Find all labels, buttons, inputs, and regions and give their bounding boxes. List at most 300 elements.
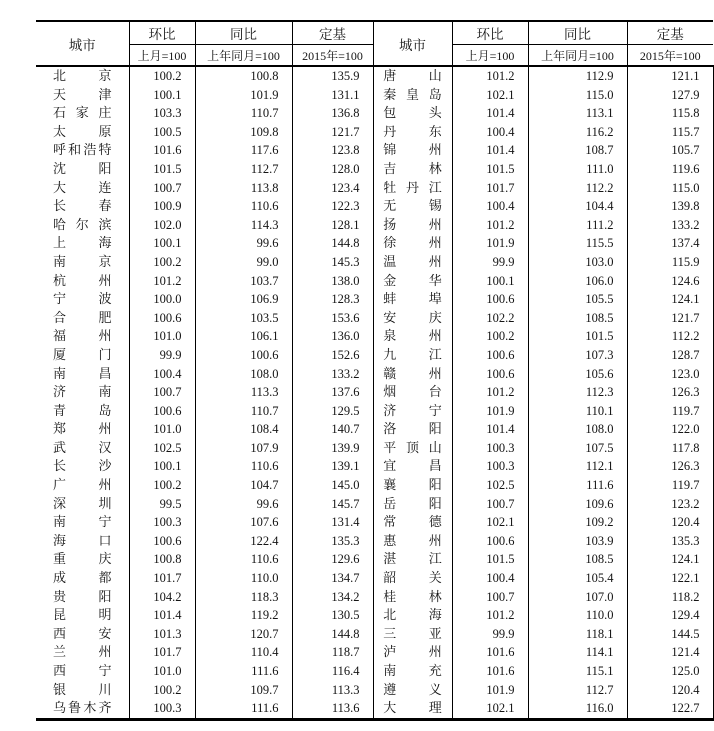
base-value: 121.4 [627,643,713,662]
mom-value: 102.1 [452,513,528,532]
base-value: 119.7 [627,476,713,495]
city-cell [36,532,129,551]
city-cell [36,643,129,662]
mom-value: 100.5 [129,123,195,142]
city-name: 长沙 [53,458,112,474]
mom-value: 100.4 [129,365,195,384]
city-cell [373,569,452,588]
yoy-value: 119.2 [195,606,292,625]
mom-value: 100.6 [129,402,195,421]
table-row [36,309,713,328]
mom-value: 103.3 [129,104,195,123]
city-cell [373,699,452,719]
table-row [36,290,713,309]
city-cell [373,290,452,309]
city-name: 赣州 [383,365,442,381]
mom-value: 101.4 [129,606,195,625]
city-cell [36,346,129,365]
yoy-value: 116.0 [528,699,627,719]
city-cell [36,160,129,179]
city-name: 桂林 [383,588,442,604]
city-cell [36,197,129,216]
header-mom-left: 环比 [129,21,195,45]
table-row [36,402,713,421]
mom-value: 100.8 [129,550,195,569]
table-row [36,123,713,142]
city-name: 大理 [383,700,442,716]
base-value: 122.3 [292,197,373,216]
yoy-value: 112.7 [528,681,627,700]
mom-value: 101.6 [452,643,528,662]
city-cell [36,104,129,123]
yoy-value: 118.1 [528,625,627,644]
subheader-mom-left: 上月=100 [129,45,195,67]
mom-value: 100.4 [452,123,528,142]
city-name: 洛阳 [383,421,442,437]
city-cell [36,66,129,86]
base-value: 113.6 [292,699,373,719]
city-name: 北海 [383,607,442,623]
base-value: 131.4 [292,513,373,532]
base-value: 133.2 [292,365,373,384]
city-cell [373,216,452,235]
base-value: 130.5 [292,606,373,625]
table-row [36,457,713,476]
base-value: 115.0 [627,179,713,198]
base-value: 128.7 [627,346,713,365]
base-value: 118.2 [627,588,713,607]
mom-value: 100.7 [129,383,195,402]
base-value: 137.4 [627,234,713,253]
city-name: 包头 [383,105,442,121]
city-cell [36,606,129,625]
mom-value: 100.1 [129,457,195,476]
base-value: 134.2 [292,588,373,607]
city-name: 温州 [383,253,442,269]
city-name: 济宁 [383,402,442,418]
yoy-value: 108.5 [528,550,627,569]
mom-value: 101.0 [129,327,195,346]
city-name: 成都 [53,570,112,586]
base-value: 139.1 [292,457,373,476]
city-name: 厦门 [53,346,112,362]
base-value: 152.6 [292,346,373,365]
base-value: 119.6 [627,160,713,179]
city-cell [373,550,452,569]
base-value: 140.7 [292,420,373,439]
mom-value: 100.7 [129,179,195,198]
mom-value: 100.6 [452,290,528,309]
mom-value: 101.7 [452,179,528,198]
city-name: 福州 [53,328,112,344]
mom-value: 100.0 [129,290,195,309]
yoy-value: 107.3 [528,346,627,365]
base-value: 126.3 [627,383,713,402]
table-row [36,550,713,569]
header-mom-right: 环比 [452,21,528,45]
base-value: 119.7 [627,402,713,421]
mom-value: 100.3 [452,457,528,476]
city-name: 西安 [53,625,112,641]
mom-value: 100.3 [452,439,528,458]
mom-value: 99.9 [452,253,528,272]
city-cell [373,66,452,86]
base-value: 124.1 [627,550,713,569]
city-cell [373,457,452,476]
mom-value: 100.1 [452,272,528,291]
base-value: 125.0 [627,662,713,681]
mom-value: 102.1 [452,86,528,105]
base-value: 129.6 [292,550,373,569]
header-yoy-right: 同比 [528,21,627,45]
base-value: 115.7 [627,123,713,142]
table-row [36,681,713,700]
city-name: 乌鲁木齐 [53,700,112,716]
table-row [36,86,713,105]
city-cell [373,86,452,105]
city-cell [36,495,129,514]
header-row-main [36,21,713,45]
city-name: 南昌 [53,365,112,381]
base-value: 135.9 [292,66,373,86]
mom-value: 100.2 [129,476,195,495]
city-cell [373,309,452,328]
yoy-value: 112.3 [528,383,627,402]
base-value: 120.4 [627,513,713,532]
header-city-right: 城市 [373,21,452,66]
yoy-value: 103.9 [528,532,627,551]
table-row [36,569,713,588]
mom-value: 100.6 [452,365,528,384]
yoy-value: 104.7 [195,476,292,495]
city-name: 无锡 [383,198,442,214]
city-name: 沈阳 [53,160,112,176]
yoy-value: 100.8 [195,66,292,86]
mom-value: 101.4 [452,420,528,439]
yoy-value: 110.0 [528,606,627,625]
city-cell [36,625,129,644]
yoy-value: 101.5 [528,327,627,346]
yoy-value: 99.0 [195,253,292,272]
yoy-value: 105.6 [528,365,627,384]
base-value: 128.1 [292,216,373,235]
table-row [36,699,713,719]
price-index-table-container [36,20,714,721]
table-row [36,476,713,495]
city-cell [373,383,452,402]
mom-value: 100.7 [452,588,528,607]
yoy-value: 114.1 [528,643,627,662]
city-cell [373,253,452,272]
city-cell [373,346,452,365]
table-row [36,66,713,86]
city-cell [36,439,129,458]
city-name: 太原 [53,123,112,139]
city-cell [36,216,129,235]
mom-value: 101.7 [129,569,195,588]
yoy-value: 108.5 [528,309,627,328]
city-name: 安庆 [383,309,442,325]
subheader-base-right: 2015年=100 [627,45,713,67]
table-row [36,606,713,625]
city-name: 湛江 [383,551,442,567]
city-cell [36,309,129,328]
yoy-value: 122.4 [195,532,292,551]
mom-value: 100.2 [129,681,195,700]
yoy-value: 105.4 [528,569,627,588]
yoy-value: 113.3 [195,383,292,402]
table-row [36,253,713,272]
city-cell [36,383,129,402]
city-name: 惠州 [383,532,442,548]
mom-value: 100.9 [129,197,195,216]
base-value: 144.5 [627,625,713,644]
yoy-value: 99.6 [195,495,292,514]
mom-value: 101.5 [452,550,528,569]
city-name: 重庆 [53,551,112,567]
mom-value: 101.9 [452,402,528,421]
yoy-value: 107.6 [195,513,292,532]
base-value: 145.0 [292,476,373,495]
city-cell [36,662,129,681]
yoy-value: 108.7 [528,141,627,160]
table-row [36,513,713,532]
yoy-value: 111.0 [528,160,627,179]
yoy-value: 111.6 [528,476,627,495]
city-name: 广州 [53,477,112,493]
mom-value: 102.5 [129,439,195,458]
city-cell [36,86,129,105]
mom-value: 100.2 [129,253,195,272]
city-cell [36,699,129,719]
yoy-value: 110.0 [195,569,292,588]
base-value: 105.7 [627,141,713,160]
yoy-value: 112.1 [528,457,627,476]
table-row [36,216,713,235]
base-value: 120.4 [627,681,713,700]
city-name: 杭州 [53,272,112,288]
city-cell [36,513,129,532]
city-cell [36,476,129,495]
mom-value: 101.9 [452,681,528,700]
yoy-value: 117.6 [195,141,292,160]
city-cell [373,234,452,253]
city-name: 常德 [383,514,442,530]
table-row [36,346,713,365]
base-value: 145.3 [292,253,373,272]
city-name: 南充 [383,663,442,678]
yoy-value: 110.7 [195,402,292,421]
yoy-value: 109.2 [528,513,627,532]
yoy-value: 111.2 [528,216,627,235]
city-name: 泉州 [383,328,442,344]
city-name: 呼和浩特 [53,142,112,158]
city-name: 武汉 [53,439,112,455]
city-name: 岳阳 [383,495,442,511]
table-row [36,327,713,346]
base-value: 139.8 [627,197,713,216]
city-cell [36,253,129,272]
base-value: 145.7 [292,495,373,514]
base-value: 126.3 [627,457,713,476]
subheader-yoy-right: 上年同月=100 [528,45,627,67]
city-name: 平顶山 [383,439,442,455]
mom-value: 100.6 [452,532,528,551]
yoy-value: 110.1 [528,402,627,421]
mom-value: 100.7 [452,495,528,514]
city-cell [36,234,129,253]
yoy-value: 107.0 [528,588,627,607]
yoy-value: 110.6 [195,550,292,569]
yoy-value: 115.5 [528,234,627,253]
mom-value: 101.2 [452,66,528,86]
city-name: 天津 [53,86,112,102]
table-row [36,383,713,402]
mom-value: 100.6 [452,346,528,365]
yoy-value: 112.2 [528,179,627,198]
table-row [36,532,713,551]
base-value: 133.2 [627,216,713,235]
base-value: 123.4 [292,179,373,198]
city-name: 九江 [383,346,442,362]
city-cell [36,290,129,309]
mom-value: 99.9 [452,625,528,644]
city-name: 牡丹江 [383,179,442,195]
city-name: 吉林 [383,160,442,176]
city-name: 徐州 [383,235,442,251]
mom-value: 101.6 [129,141,195,160]
mom-value: 101.6 [452,662,528,681]
yoy-value: 109.6 [528,495,627,514]
yoy-value: 112.7 [195,160,292,179]
base-value: 136.8 [292,104,373,123]
table-row [36,588,713,607]
table-body [36,66,713,719]
yoy-value: 107.5 [528,439,627,458]
yoy-value: 110.6 [195,197,292,216]
yoy-value: 100.6 [195,346,292,365]
subheader-base-left: 2015年=100 [292,45,373,67]
city-name: 南京 [53,253,112,269]
subheader-yoy-left: 上年同月=100 [195,45,292,67]
base-value: 117.8 [627,439,713,458]
city-name: 宁波 [53,291,112,307]
mom-value: 100.3 [129,699,195,719]
base-value: 115.8 [627,104,713,123]
yoy-value: 108.4 [195,420,292,439]
city-name: 大连 [53,179,112,195]
city-cell [373,662,452,681]
city-name: 金华 [383,272,442,288]
yoy-value: 112.9 [528,66,627,86]
yoy-value: 110.7 [195,104,292,123]
table-row [36,662,713,681]
city-cell [373,197,452,216]
mom-value: 100.6 [129,309,195,328]
city-name: 海口 [53,532,112,548]
city-name: 烟台 [383,384,442,400]
base-value: 135.3 [292,532,373,551]
city-name: 韶关 [383,570,442,586]
base-value: 122.7 [627,699,713,719]
mom-value: 101.5 [129,160,195,179]
yoy-value: 108.0 [195,365,292,384]
mom-value: 101.4 [452,104,528,123]
city-name: 蚌埠 [383,291,442,307]
city-name: 青岛 [53,402,112,418]
city-name: 上海 [53,235,112,251]
city-cell [36,457,129,476]
city-cell [373,420,452,439]
base-value: 112.2 [627,327,713,346]
city-cell [373,365,452,384]
mom-value: 102.5 [452,476,528,495]
base-value: 122.0 [627,420,713,439]
city-name: 济南 [53,384,112,400]
city-name: 遵义 [383,681,442,697]
table-row [36,420,713,439]
base-value: 123.0 [627,365,713,384]
yoy-value: 115.1 [528,662,627,681]
price-index-table [36,20,714,721]
base-value: 139.9 [292,439,373,458]
yoy-value: 109.7 [195,681,292,700]
yoy-value: 111.6 [195,699,292,719]
mom-value: 101.7 [129,643,195,662]
base-value: 123.8 [292,141,373,160]
city-cell [373,513,452,532]
table-row [36,104,713,123]
city-name: 南宁 [53,514,112,530]
mom-value: 100.3 [129,513,195,532]
base-value: 121.1 [627,66,713,86]
base-value: 134.7 [292,569,373,588]
city-cell [373,104,452,123]
base-value: 129.5 [292,402,373,421]
base-value: 116.4 [292,662,373,681]
city-name: 丹东 [383,123,442,139]
mom-value: 100.1 [129,86,195,105]
mom-value: 101.0 [129,662,195,681]
yoy-value: 118.3 [195,588,292,607]
mom-value: 101.2 [452,606,528,625]
yoy-value: 103.0 [528,253,627,272]
mom-value: 101.3 [129,625,195,644]
city-cell [36,550,129,569]
city-cell [373,439,452,458]
mom-value: 104.2 [129,588,195,607]
city-name: 锦州 [383,142,442,158]
yoy-value: 104.4 [528,197,627,216]
city-name: 襄阳 [383,477,442,493]
mom-value: 99.9 [129,346,195,365]
header-base-right: 定基 [627,21,713,45]
yoy-value: 111.6 [195,662,292,681]
mom-value: 101.2 [452,383,528,402]
mom-value: 100.2 [129,66,195,86]
city-name: 唐山 [383,68,442,83]
yoy-value: 114.3 [195,216,292,235]
city-name: 石家庄 [53,105,112,121]
yoy-value: 103.5 [195,309,292,328]
yoy-value: 106.0 [528,272,627,291]
city-cell [36,327,129,346]
city-cell [373,160,452,179]
yoy-value: 99.6 [195,234,292,253]
city-name: 秦皇岛 [383,86,442,102]
city-cell [36,179,129,198]
mom-value: 101.5 [452,160,528,179]
